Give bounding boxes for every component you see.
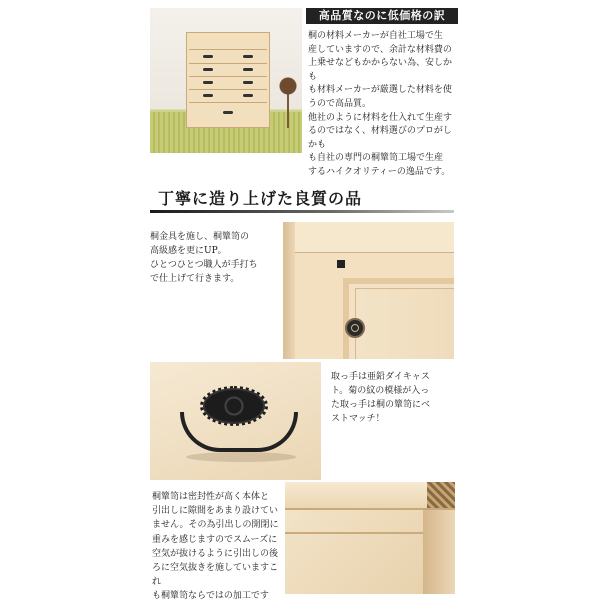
drawer-inside [285, 510, 425, 594]
section1-heading: 高品質なのに低価格の訳 [306, 8, 458, 24]
chest-drawer [189, 51, 267, 64]
handle-shadow [186, 452, 296, 462]
body-line: も自社の専門の桐簞笥工場で生産 [308, 153, 444, 164]
handle-photo [150, 362, 321, 480]
body-line: も桐簞笥ならではの加工です [152, 591, 269, 602]
paulownia-chest [186, 32, 270, 128]
chest-drawer [189, 90, 267, 103]
body-line: ストマッチ！ [331, 414, 385, 424]
section2-body [150, 230, 278, 286]
body-line: 取っ手は亜鉛ダイキャス [331, 372, 430, 382]
plant-decoration [278, 68, 298, 128]
chest-corner-photo [283, 222, 454, 359]
title-underline [150, 210, 454, 213]
chest-top [295, 222, 454, 253]
body-line: 桐金具を施し、桐簞笥の [150, 232, 250, 242]
body-line: するハイクオリティーの逸品です。 [308, 166, 451, 177]
chest-drawer [189, 103, 267, 123]
body-line: うので高品質。 [308, 98, 372, 109]
body-line: 引出しに隙間をあまり設けてい [152, 506, 279, 517]
chrysanthemum-plate [205, 390, 263, 422]
wicker-basket [427, 482, 455, 508]
body-line: 高級感を更にUP。 [150, 246, 227, 256]
body-line: 空気が抜けるように引出しの後 [152, 548, 279, 559]
body-line: た取っ手は桐の簞笥にベ [331, 400, 431, 410]
body-line: 産していますので、余計な材料費の [308, 44, 452, 55]
body-line: ひとつひとつ職人が手打ち [150, 260, 258, 270]
metal-hinge [337, 260, 345, 268]
chest-top-doors [189, 35, 267, 50]
body-line: 重みを感じますのでスムーズに [152, 534, 278, 545]
door-panel [355, 288, 454, 359]
body-line: ト。菊の紋の模様が入っ [331, 386, 430, 396]
body-line: も材料メーカーが厳選した材料を使 [308, 85, 452, 96]
body-line: ません。その為引出しの開閉に [152, 520, 279, 531]
chest-room-photo [150, 8, 302, 153]
chest-drawer [189, 77, 267, 90]
section4-body [152, 490, 286, 604]
chest-drawer [189, 64, 267, 77]
section3-body [331, 370, 457, 426]
body-line: るのではなく、材料選びのプロがしかも [308, 126, 452, 150]
chest-side [283, 222, 295, 359]
keyhole-fitting [345, 318, 365, 338]
body-line: 桐の材料メーカーが自社工場で生 [308, 31, 443, 41]
body-line: で仕上げて行きます。 [150, 274, 240, 284]
section1-body [308, 30, 458, 180]
air-vent-groove [285, 532, 425, 534]
body-line: 桐簞笥は密封性が高く本体と [152, 492, 270, 502]
body-line: 上乗せなどもかからない為、安しかも [308, 58, 453, 82]
body-line: ろに空気抜きを施していますこれ [152, 563, 279, 588]
section2-title: 丁寧に造り上げた良質の品 [158, 189, 363, 208]
drawer-rim [423, 510, 455, 594]
body-line: 他社のように材料を仕入れて生産す [308, 112, 453, 123]
drawer-interior-photo [285, 482, 455, 594]
